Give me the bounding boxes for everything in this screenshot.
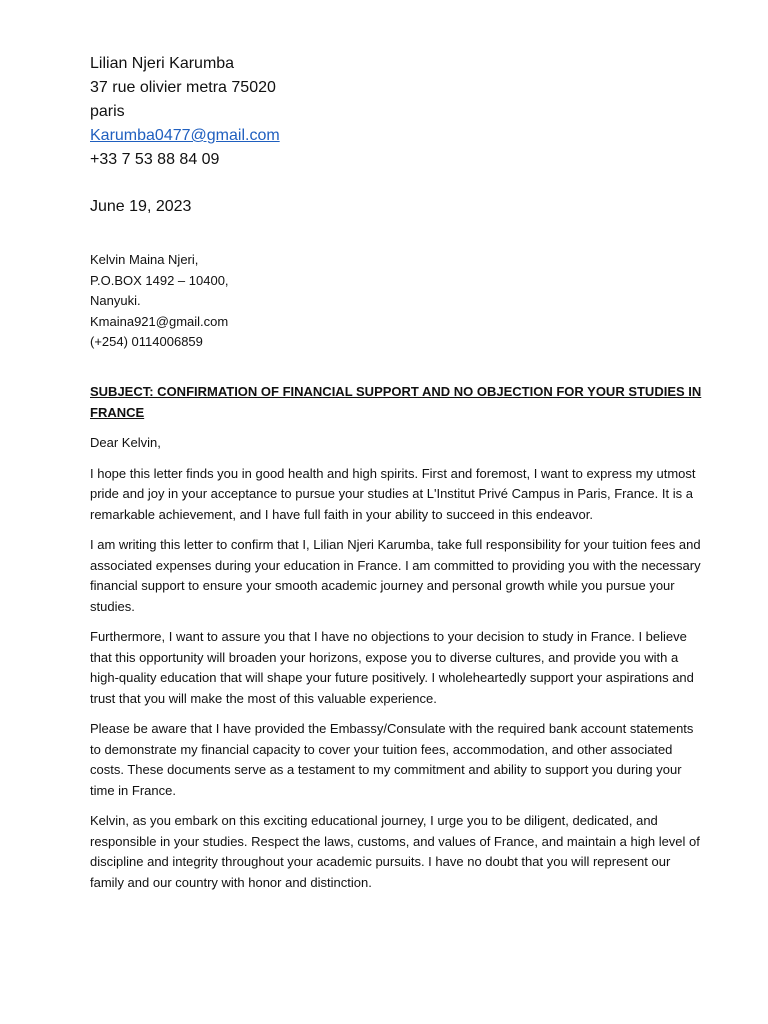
letter-subject: SUBJECT: CONFIRMATION OF FINANCIAL SUPPORT AND NO OBJECTION FOR YOUR STUDIES IN FRANCE <box>90 384 702 420</box>
recipient-email: Kmaina921@gmail.com <box>90 313 229 329</box>
recipient-phone: (+254) 0114006859 <box>90 334 203 349</box>
body-paragraph-4: Please be aware that I have provided the Embassy/Consulate with the required bank account statements to demonstrate my financial capacity to cover your tuition fees, accommodation, and other associated costs. These documents serve as a testament to my commitment and ability to support you during your time in France. <box>90 721 694 798</box>
recipient-town: Nanyuki. <box>90 293 141 308</box>
recipient-po-box: P.O.BOX 1492 – 10400, <box>90 272 229 288</box>
sender-address-line1: 37 rue olivier metra 75020 <box>90 79 276 96</box>
sender-block <box>90 52 280 172</box>
sender-phone: +33 7 53 88 84 09 <box>90 151 220 168</box>
body-paragraph-1: I hope this letter finds you in good health and high spirits. First and foremost, I want to express my utmost pride and joy in your acceptance to pursue your studies at L'Institut Privé Campus in Paris, France. It is a remarkable achievement, and I have full faith in your ability to succeed in this endeavor. <box>90 465 696 522</box>
recipient-block <box>90 250 229 353</box>
letter-date: June 19, 2023 <box>90 198 192 215</box>
body-paragraph-5: Kelvin, as you embark on this exciting educational journey, I urge you to be diligent, dedicated, and responsible in your studies. Respect the laws, customs, and values of France, and maintain a high level of discipline and integrity throughout your academic pursuits. I have no doubt that you will represent our family and our country with honor and distinction. <box>90 813 700 890</box>
sender-name: Lilian Njeri Karumba <box>90 55 235 72</box>
body-paragraph-2: I am writing this letter to confirm that I, Lilian Njeri Karumba, take full responsibility for your tuition fees and associated expenses during your education in France. I am committed to providing you with the necessary financial support to ensure your smooth academic journey and personal growth while you pursue your studies. <box>90 537 701 614</box>
body-paragraph-3: Furthermore, I want to assure you that I have no objections to your decision to study in France. I believe that this opportunity will broaden your horizons, expose you to diverse cultures, and provide you with a high-quality education that will shape your future positively. I wholeheartedly support your aspirations and trust that you will make the most of this valuable experience. <box>90 629 694 706</box>
recipient-name: Kelvin Maina Njeri, <box>90 252 199 267</box>
sender-email-link[interactable]: Karumba0477@gmail.com <box>90 127 280 144</box>
sender-address-line2: paris <box>90 103 125 120</box>
letter-salutation: Dear Kelvin, <box>90 435 161 450</box>
letter-body <box>90 382 702 903</box>
